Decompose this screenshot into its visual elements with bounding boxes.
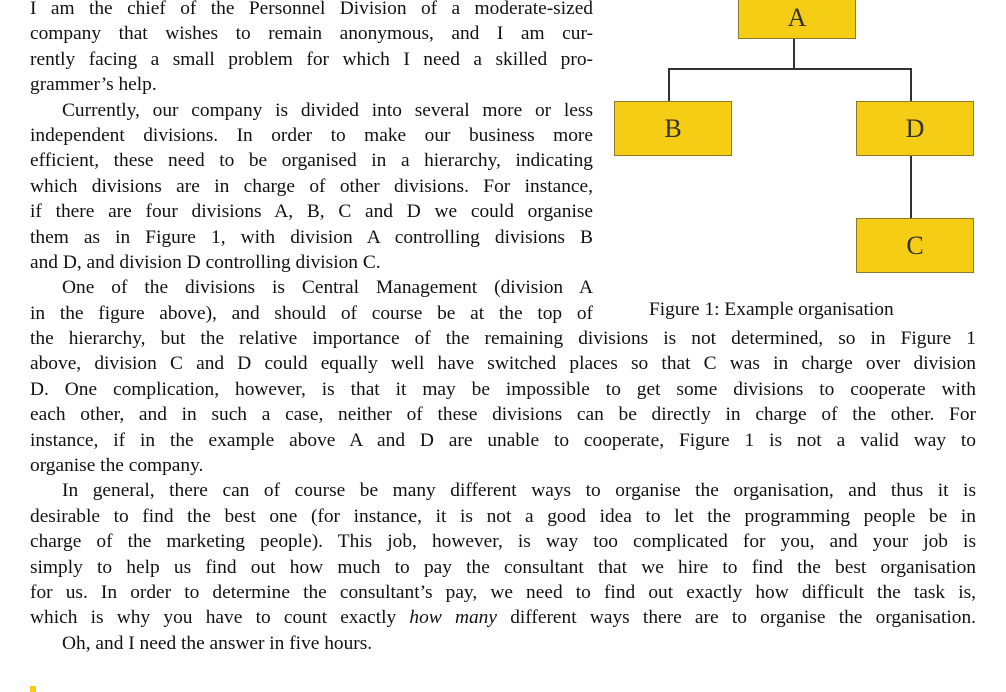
text-line: each other, and in such a case, neither of these divisions can be directly in charge of the other. For (30, 404, 976, 426)
figure-caption: Figure 1: Example organisation (649, 299, 894, 320)
text-fragment: different ways there are to organise the organisation. (496, 607, 976, 629)
text-line: for us. In order to determine the consultant’s pay, we need to find out exactly how difficult the task is, (30, 581, 976, 603)
text-fragment: which is why you have to count exactly (30, 607, 410, 629)
node-a: A (738, 0, 856, 39)
text-line: One of the divisions is Central Management (division A (62, 277, 593, 299)
text-line: rently facing a small problem for which I need a skilled pro- (30, 48, 593, 70)
text-line: desirable to find the best one (for instance, it is not a good idea to let the programming people be in (30, 505, 976, 527)
connector-a-down (793, 39, 795, 70)
emphasis-how-many: how many (409, 607, 497, 629)
text-line: In general, there can of course be many different ways to organise the organisation, and thus it is (62, 480, 976, 502)
text-line: the hierarchy, but the relative importance of the remaining divisions is not determined, so in Figure 1 (30, 328, 976, 350)
text-line: I am the chief of the Personnel Division of a moderate-sized (30, 0, 593, 19)
corner-mark (30, 686, 36, 692)
connector-d-to-c (910, 156, 912, 218)
text-line: simply to help us find out how much to pay the consultant that we hire to find the best organisation (30, 556, 976, 578)
text-line: in the figure above), and should of course be at the top of (30, 302, 593, 324)
connector-to-b (668, 68, 670, 101)
text-line: instance, if in the example above A and D are unable to cooperate, Figure 1 is not a valid way to (30, 429, 976, 451)
text-line: Currently, our company is divided into several more or less (62, 99, 593, 121)
text-line: Oh, and I need the answer in five hours. (62, 632, 373, 654)
text-line: above, division C and D could equally well have switched places so that C was in charge over division (30, 353, 976, 375)
node-d: D (856, 101, 974, 156)
text-line: grammer’s help. (30, 74, 157, 96)
node-b: B (614, 101, 732, 156)
text-line: if there are four divisions A, B, C and D we could organise (30, 201, 593, 223)
text-line: company that wishes to remain anonymous, and I am cur- (30, 23, 593, 45)
text-line: which divisions are in charge of other divisions. For instance, (30, 175, 593, 197)
text-line: organise the company. (30, 455, 204, 477)
text-line: them as in Figure 1, with division A controlling divisions B (30, 226, 593, 248)
text-line: charge of the marketing people). This job, however, is way too complicated for you, and your job is (30, 531, 976, 553)
organisation-figure (612, 0, 977, 330)
text-line: D. One complication, however, is that it may be impossible to get some divisions to cooperate with (30, 378, 976, 400)
connector-horizontal (668, 68, 912, 70)
text-line: and D, and division D controlling division C. (30, 251, 381, 273)
text-line-with-emphasis (30, 605, 976, 630)
text-line: independent divisions. In order to make our business more (30, 124, 593, 146)
text-line: efficient, these need to be organised in a hierarchy, indicating (30, 150, 593, 172)
connector-to-d (910, 68, 912, 101)
node-c: C (856, 218, 974, 273)
